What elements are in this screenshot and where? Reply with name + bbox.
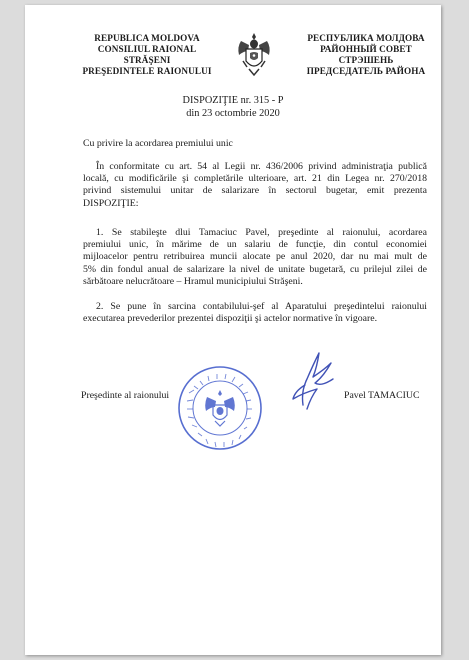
header-right-line: СТРЭШЕНЬ (338, 55, 394, 65)
paragraph-line: premiului unic, în mărime de un salariu de funcţie, din contul economiei (83, 239, 427, 251)
document-date: din 23 octombrie 2020 (186, 108, 280, 119)
paragraph-line: sărbătoare nelucrătoare – Hramul municipiului Străşeni. (83, 275, 303, 287)
header-left-line: CONSILIUL RAIONAL (97, 44, 197, 54)
paragraph-line: 1. Se stabileşte dlui Tamaciuc Pavel, preşedinte al raionului, acordarea (96, 227, 427, 238)
moldova-coat-of-arms-icon (235, 31, 273, 77)
header-right-line: РЕСПУБЛИКА МОЛДОВА (307, 33, 425, 43)
handwritten-signature (273, 343, 343, 413)
header-right (291, 33, 441, 77)
document-title: DISPOZIŢIE nr. 315 - P (182, 95, 284, 106)
paragraph-line: privind sistemului unitar de salarizare în sectorul bugetar, emit prezenta (83, 185, 427, 197)
header-left-line: PREŞEDINTELE RAIONULUI (82, 66, 212, 76)
paragraph-line: executarea prevederilor prezentei dispoziţii şi actelor normative în vigoare. (83, 313, 378, 325)
paragraph-line: DISPOZIŢIE: (83, 197, 139, 209)
official-seal-stamp (175, 363, 265, 453)
paragraph-line: În conformitate cu art. 54 al Legii nr. 436/2006 privind administraţia publică (96, 161, 427, 172)
signatory-name: Pavel TAMACIUC (344, 390, 420, 401)
intro-paragraph (83, 161, 427, 210)
paragraph-line: mijloacelor pentru retribuirea muncii alocate pe anul 2020, dar nu mai mult de (83, 251, 427, 263)
paragraph-line: 2. Se pune în sarcina contabilului-şef al Aparatului preşedintelui raionului (96, 301, 427, 312)
document-page (25, 5, 441, 655)
header-left (73, 33, 221, 77)
document-subject: Cu privire la acordarea premiului unic (83, 138, 233, 149)
header-left-line: STRĂŞENI (123, 55, 171, 65)
header-left-line: REPUBLICA MOLDOVA (94, 33, 200, 43)
paragraph-line: 5% din fondul anual de salarizare la nivel de unitate bugetară, cu prilejul zilei de (83, 263, 427, 275)
header-right-line: РАЙОННЫЙ СОВЕТ (320, 44, 412, 54)
header-right-line: ПРЕДСЕДАТЕЛЬ РАЙОНА (306, 66, 426, 76)
signatory-position: Preşedinte al raionului (81, 390, 170, 401)
paragraph-line: locală, cu modificările şi completările ulterioare, art. 21 din Legea nr. 270/2018 (83, 173, 427, 185)
item-1-paragraph (83, 227, 427, 288)
item-2-paragraph (83, 301, 427, 325)
